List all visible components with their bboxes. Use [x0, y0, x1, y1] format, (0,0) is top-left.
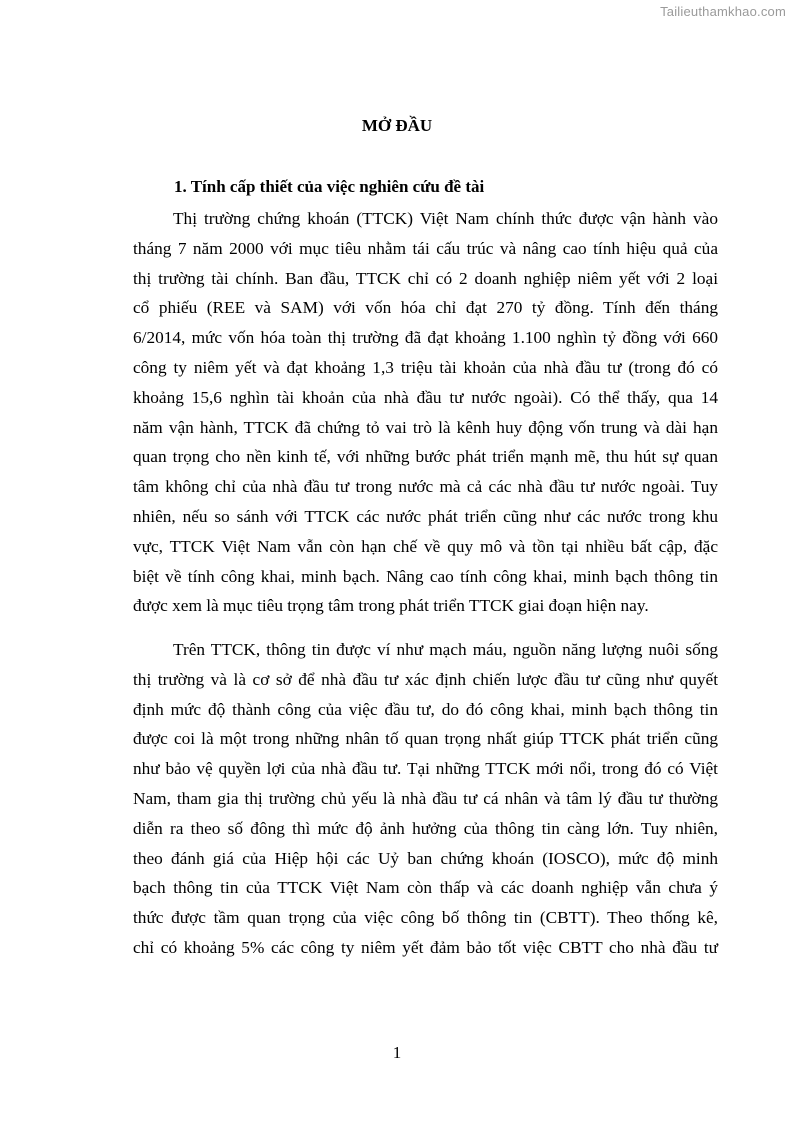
paragraph-line: chỉ có khoảng 5% các công ty niêm yết đảm bảo tốt việc CBTT cho nhà đầu tư	[133, 937, 718, 957]
paragraph-line: được coi là một trong những nhân tố quan trọng nhất giúp TTCK phát triển cũng	[133, 729, 718, 749]
paragraph-line: cổ phiếu (REE và SAM) với vốn hóa chỉ đạt 270 tỷ đồng. Tính đến tháng	[133, 298, 718, 318]
paragraph-line: vực, TTCK Việt Nam vẫn còn hạn chế về quy mô và tồn tại nhiều bất cập, đặc	[133, 536, 718, 556]
paragraph-line: định mức độ thành công của việc đầu tư, do đó công khai, minh bạch thông tin	[133, 699, 718, 719]
paragraph-line: công ty niêm yết và đạt khoảng 1,3 triệu tài khoản của nhà đầu tư (trong đó có	[133, 357, 718, 377]
paragraph-line: như bảo vệ quyền lợi của nhà đầu tư. Tại những TTCK mới nổi, trong đó có Việt	[133, 759, 718, 779]
paragraph-2	[133, 635, 718, 963]
paragraph-line: Nam, tham gia thị trường chủ yếu là nhà đầu tư cá nhân và tâm lý đầu tư thường	[133, 788, 718, 808]
paragraph-line: Thị trường chứng khoán (TTCK) Việt Nam chính thức được vận hành vào	[173, 209, 718, 228]
section-title: 1. Tính cấp thiết của việc nghiên cứu đề tài	[174, 177, 485, 196]
paragraph-line: quan trọng cho nền kinh tế, với những bước phát triển mạnh mẽ, thu hút sự quan	[133, 447, 718, 467]
paragraph-line: thức được tầm quan trọng của việc công bố thông tin (CBTT). Theo thống kê,	[133, 908, 718, 928]
paragraph-line: khoảng 15,6 nghìn tài khoản của nhà đầu tư nước ngoài). Có thể thấy, qua 14	[133, 387, 718, 407]
paragraph-line: thị trường và là cơ sở để nhà đầu tư xác định chiến lược đầu tư cũng như quyết	[133, 669, 718, 689]
paragraph-line: biệt về tính công khai, minh bạch. Nâng cao tính công khai, minh bạch thông tin	[133, 566, 718, 586]
paragraph-line: thị trường tài chính. Ban đầu, TTCK chỉ có 2 doanh nghiệp niêm yết với 2 loại	[133, 268, 718, 288]
paragraph-line: Trên TTCK, thông tin được ví như mạch máu, nguồn năng lượng nuôi sống	[173, 640, 718, 659]
paragraph-line: năm vận hành, TTCK đã chứng tỏ vai trò là kênh huy động vốn trung và dài hạn	[133, 417, 718, 437]
paragraph-1	[133, 204, 718, 621]
watermark: Tailieuthamkhao.com	[660, 4, 786, 19]
paragraph-line: bạch thông tin của TTCK Việt Nam còn thấp và các doanh nghiệp vẫn chưa ý	[133, 878, 718, 898]
page-heading: MỞ ĐẦU	[361, 116, 433, 135]
paragraph-line: tháng 7 năm 2000 với mục tiêu nhằm tái cấu trúc và nâng cao tính hiệu quả của	[133, 238, 718, 258]
paragraph-line: nhiên, nếu so sánh với TTCK các nước phát triển cũng như các nước trong khu	[133, 506, 718, 526]
paragraph-line: 6/2014, mức vốn hóa toàn thị trường đã đạt khoảng 1.100 nghìn tỷ đồng với 660	[133, 328, 718, 348]
paragraph-line: tâm không chỉ của nhà đầu tư trong nước mà cả các nhà đầu tư nước ngoài. Tuy	[133, 477, 718, 497]
paragraph-line: được xem là mục tiêu trọng tâm trong phát triển TTCK giai đoạn hiện nay.	[133, 596, 649, 616]
paragraph-line: diễn ra theo số đông thì mức độ ảnh hưởng của thông tin càng lớn. Tuy nhiên,	[133, 818, 718, 838]
paragraph-line: theo đánh giá của Hiệp hội các Uỷ ban chứng khoán (IOSCO), mức độ minh	[133, 848, 718, 868]
page-number: 1	[392, 1043, 402, 1062]
